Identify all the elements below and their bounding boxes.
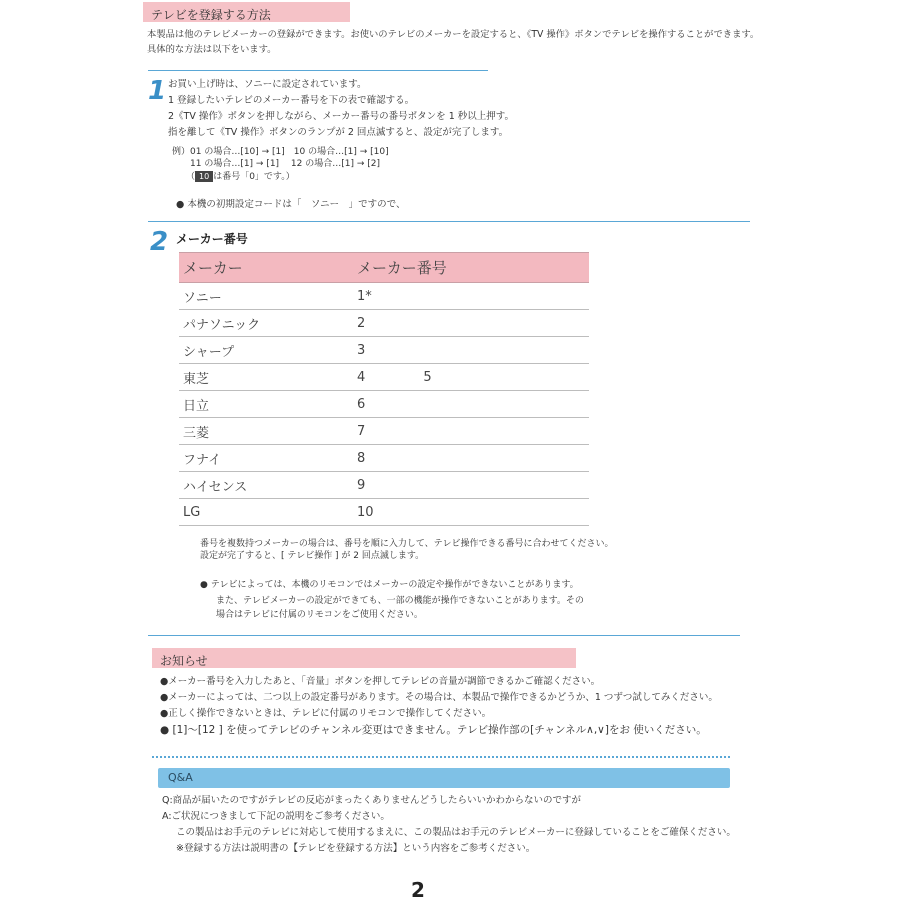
step-2-bullet-2: また、テレビメーカーの設定ができても、一部の機能が操作できないことがあります。その: [216, 596, 584, 606]
step-1-bullet: [176, 197, 405, 213]
table-row: [179, 283, 589, 310]
bullet-dot-icon: ●: [176, 199, 185, 210]
maker-table-wrap: [179, 252, 589, 526]
step-2-note-2: 設定が完了すると、[ テレビ操作 ] が 2 回点滅します。: [200, 551, 425, 561]
key-10-badge: 10: [195, 171, 213, 182]
step-2-number: 2: [150, 227, 169, 257]
code-cell: 10: [353, 499, 589, 526]
notice-item-3: ●正しく操作できないときは、テレビに付属のリモコンで操作してください。: [160, 708, 492, 719]
dotted-divider: [152, 756, 730, 758]
maker-cell: フナイ: [179, 445, 353, 472]
table-row: [179, 499, 589, 526]
example-note-text: は番号「0」です。）: [213, 172, 295, 182]
table-row: [179, 364, 589, 391]
intro-line-1: 本製品は他のテレビメーカーの登録ができます。お使いのテレビのメーカーを設定すると、《TV 操作》ボタンでテレビを操作することができます。: [147, 29, 760, 40]
example-note: [186, 170, 295, 184]
example-line-1: 例）01 の場合…[10] → [1] 10 の場合…[1] → [10]: [172, 147, 389, 157]
example-line-2: 11 の場合…[1] → [1] 12 の場合…[1] → [2]: [190, 159, 381, 169]
maker-cell: パナソニック: [179, 310, 353, 337]
code-cell: 2: [353, 310, 589, 337]
maker-cell: ソニー: [179, 283, 353, 310]
divider-3: [148, 635, 740, 636]
notice-title-bar: [152, 648, 576, 668]
table-row: [179, 418, 589, 445]
divider-2: [148, 221, 750, 222]
step-1-number: 1: [148, 76, 167, 106]
qa-answer-detail-1: この製品はお手元のテレビに対応して使用するまえに、この製品はお手元のテレビメーカーに登録していることをご確保ください。: [176, 827, 736, 838]
notice-item-4: ● [1]～[12 ] を使ってテレビのチャンネル変更はできません。テレビ操作部の[チャンネル∧,∨]をお 使いください。: [160, 724, 707, 736]
code-value: 4: [357, 369, 366, 385]
header-code: メーカー番号: [353, 253, 589, 283]
step-2-title: メーカー番号: [176, 232, 248, 246]
code-cell: 1*: [353, 283, 589, 310]
example-note-open: （: [186, 172, 196, 182]
qa-title-bar: [158, 768, 730, 788]
maker-cell: LG: [179, 499, 353, 526]
maker-table: [179, 252, 589, 526]
qa-answer: A:ご状況につきまして下記の説明をご参考ください。: [162, 811, 390, 822]
step-1-line-3: 2《TV 操作》ボタンを押しながら、メーカー番号の番号ボタンを 1 秒以上押す。: [168, 111, 515, 122]
code-cell: 3: [353, 337, 589, 364]
step-1-line-2: 1 登録したいテレビのメーカー番号を下の表で確認する。: [168, 95, 415, 106]
step-1-bullet-text: 本機の初期設定コードは「 ソニー 」ですので、: [187, 199, 406, 210]
step-2-bullet: [200, 578, 579, 592]
table-row: [179, 310, 589, 337]
maker-cell: 東芝: [179, 364, 353, 391]
table-row: [179, 445, 589, 472]
table-header-row: [179, 253, 589, 283]
notice-item-2: ●メーカーによっては、二つ以上の設定番号があります。その場合は、本製品で操作できるかどうか、1 つずつ試してみください。: [160, 692, 718, 703]
step-2-note-1: 番号を複数持つメーカーの場合は、番号を順に入力して、テレビ操作できる番号に合わせてください。: [200, 539, 614, 549]
divider-1: [148, 70, 488, 71]
section-title-bar: [143, 2, 350, 22]
notice-title: お知らせ: [160, 654, 208, 668]
qa-answer-detail-2: ※登録する方法は説明書の【テレビを登録する方法】という内容をご参考ください。: [176, 843, 536, 854]
maker-cell: 三菱: [179, 418, 353, 445]
section-title: テレビを登録する方法: [151, 8, 271, 22]
step-1-line-4: 指を離して《TV 操作》ボタンのランプが 2 回点滅すると、設定が完了します。: [168, 127, 509, 138]
step-2-bullet-3: 場合はテレビに付属のリモコンをご使用ください。: [216, 610, 423, 620]
page-number: 2: [411, 878, 425, 902]
notice-item-1: ●メーカー番号を入力したあと、「音量」ボタンを押してテレビの音量が調節できるかご確認ください。: [160, 676, 601, 687]
maker-cell: 日立: [179, 391, 353, 418]
code-cell: 8: [353, 445, 589, 472]
code-cell: [353, 364, 589, 391]
table-row: [179, 391, 589, 418]
code-extra: 5: [423, 369, 432, 385]
code-cell: 9: [353, 472, 589, 499]
qa-title: Q&A: [168, 771, 193, 784]
header-maker: メーカー: [179, 253, 353, 283]
table-row: [179, 337, 589, 364]
maker-cell: ハイセンス: [179, 472, 353, 499]
intro-line-2: 具体的な方法は以下をいます。: [147, 44, 277, 55]
maker-cell: シャープ: [179, 337, 353, 364]
code-cell: 6: [353, 391, 589, 418]
bullet-dot-icon: ●: [200, 580, 208, 590]
qa-question: Q:商品が届いたのですがテレビの反応がまったくありませんどうしたらいいかわからないのですが: [162, 795, 581, 806]
table-row: [179, 472, 589, 499]
code-cell: 7: [353, 418, 589, 445]
step-2-bullet-1: テレビによっては、本機のリモコンではメーカーの設定や操作ができないことがあります。: [210, 580, 579, 590]
step-1-line-1: お買い上げ時は、ソニーに設定されています。: [168, 79, 367, 90]
